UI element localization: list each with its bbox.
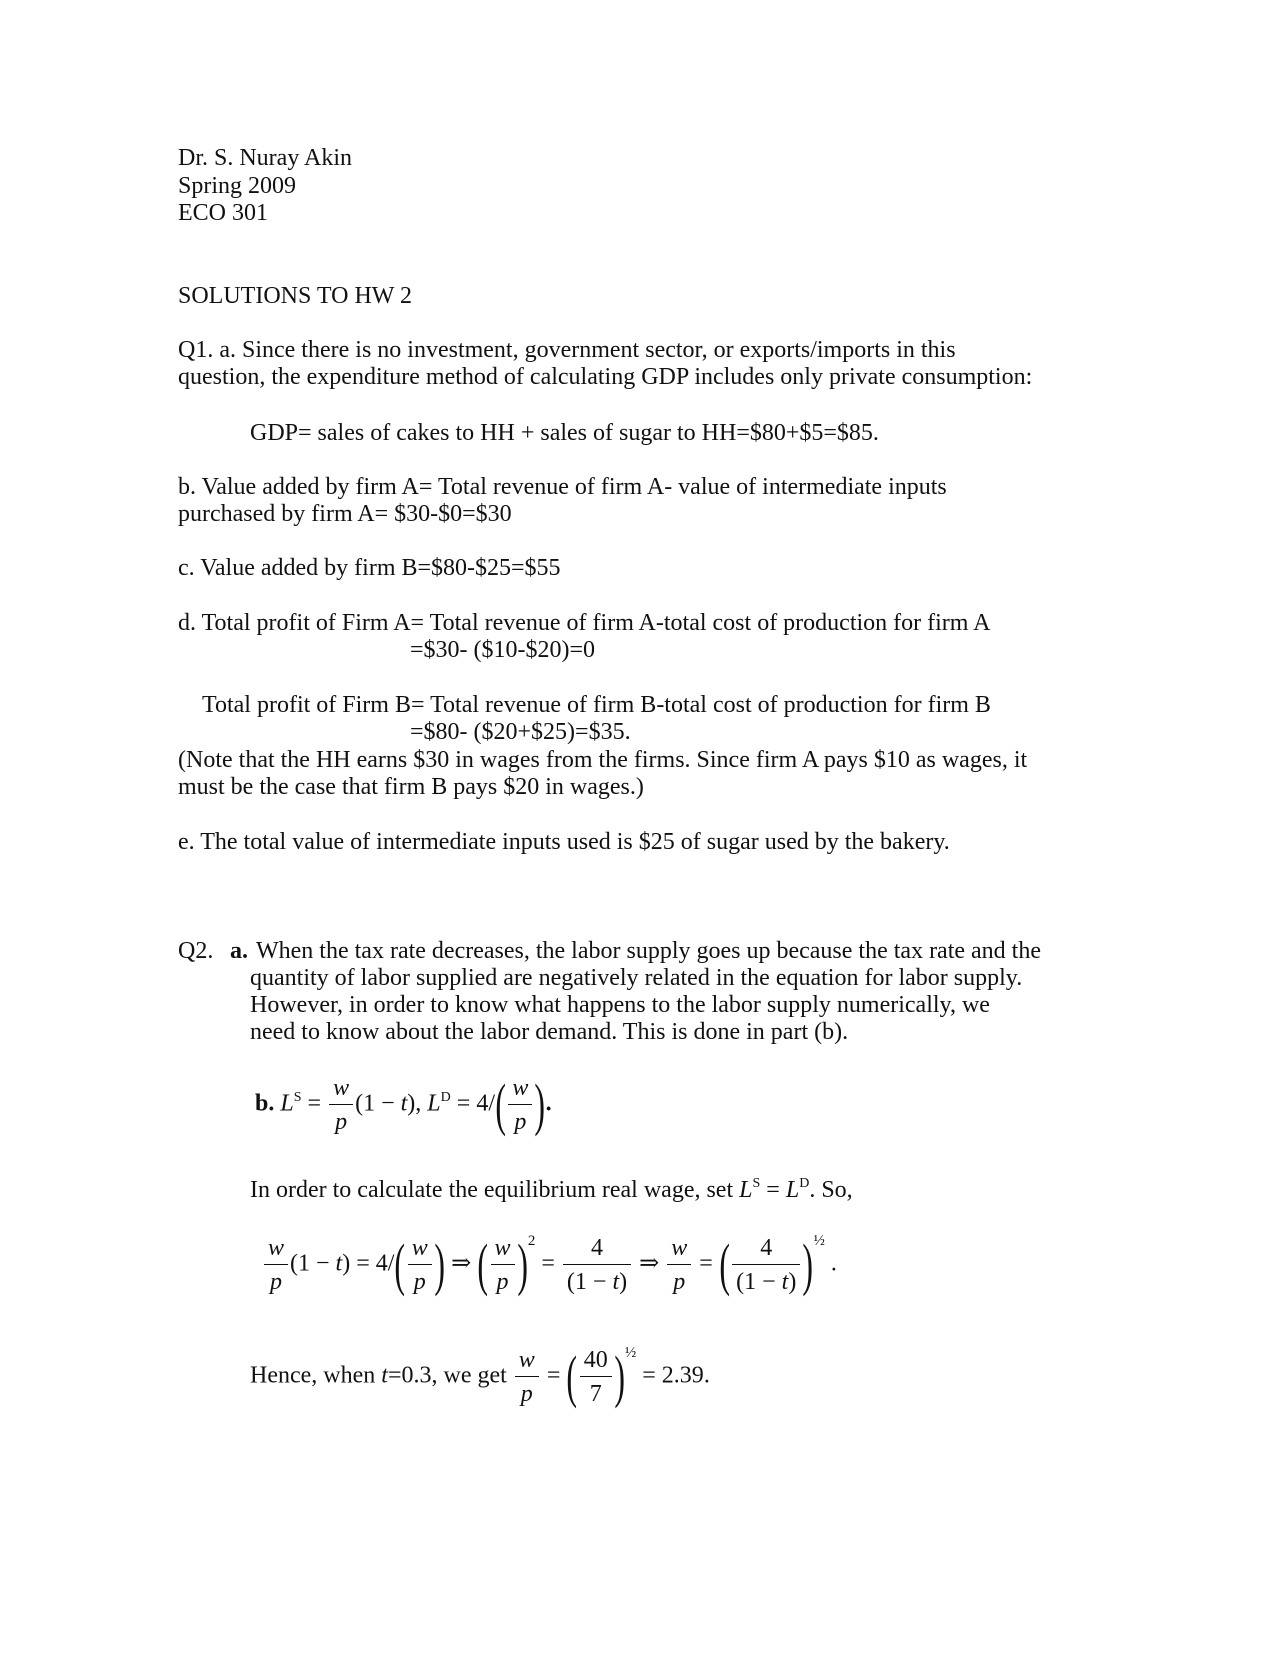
course-code: ECO 301 bbox=[178, 200, 268, 226]
real-wage-fraction: $\frac{w}{p}$ bbox=[329, 1076, 353, 1134]
exponent-half: ½ bbox=[625, 1344, 637, 1361]
hence-prefix: Hence, when bbox=[250, 1362, 376, 1389]
exponent-two: 2 bbox=[527, 1232, 536, 1249]
q1b-text-line-1: b. Value added by firm A= Total revenue of firm A- value of intermediate inputs bbox=[178, 474, 947, 500]
q1d-text-line-2: =$30- ($10-$20)=0 bbox=[410, 637, 596, 663]
q2a-text-line-1: When the tax rate decreases, the labor supply goes up because the tax rate and the bbox=[256, 938, 1042, 964]
derivation-equation: $\frac{w}{p}$ (1 − t) = 4/( $\frac{w}{p}$ ) ⇒ ( $\frac{w}{p}$ )$^2$ = $\frac{4}{(1 - t)}$ ⇒ $\frac{w}{p}$ = ( $\frac{4}{(1 - t)}$ )$^{\frac{1}{2}}$ . bbox=[262, 1236, 837, 1294]
t-variable: t bbox=[381, 1362, 388, 1389]
term: Spring 2009 bbox=[178, 173, 297, 199]
q1e-text: e. The total value of intermediate inputs used is $25 of sugar used by the bakery. bbox=[178, 829, 950, 855]
hence-value: =0.3, we get bbox=[387, 1362, 507, 1389]
q1b-text-line-2: purchased by firm A= $30-$0=$30 bbox=[178, 501, 512, 527]
q2a-text-line-4: need to know about the labor demand. This is done in part (b). bbox=[250, 1019, 849, 1045]
q1d-text-line-3: Total profit of Firm B= Total revenue of firm B-total cost of production for firm B bbox=[202, 692, 991, 718]
q1-note-line-1: (Note that the HH earns $30 in wages from the firms. Since firm A pays $10 as wages, it bbox=[178, 747, 1028, 773]
q1d-text-line-4: =$80- ($20+$25)=$35. bbox=[410, 719, 631, 745]
gdp-equation: GDP= sales of cakes to HH + sales of sugar to HH=$80+$5=$85. bbox=[250, 420, 879, 446]
q1a-text-line-1: Q1. a. Since there is no investment, government sector, or exports/imports in this bbox=[178, 337, 956, 363]
document-title: SOLUTIONS TO HW 2 bbox=[178, 283, 413, 309]
q2a-text-line-2: quantity of labor supplied are negatively related in the equation for labor supply. bbox=[250, 965, 1023, 991]
constant-four: 4 bbox=[375, 1250, 388, 1277]
constant-four: 4 bbox=[563, 1236, 631, 1265]
labor-equations: b. $L^S$ = $\frac{w}{p}$ (1 − t), $L^D = 4/$( $\frac{w}{p}$ ). bbox=[255, 1072, 552, 1137]
constant-four: 4 bbox=[732, 1236, 800, 1265]
q2-label: Q2. bbox=[178, 938, 214, 964]
q1a-text-line-2: question, the expenditure method of calculating GDP includes only private consumption: bbox=[178, 364, 1033, 390]
author-name: Dr. S. Nuray Akin bbox=[178, 145, 352, 171]
q1d-text-line-1: d. Total profit of Firm A= Total revenue of firm A-total cost of production for firm A bbox=[178, 610, 991, 636]
constant-four: 4 bbox=[476, 1090, 489, 1117]
q2a-text-line-3: However, in order to know what happens to the labor supply numerically, we bbox=[250, 992, 990, 1018]
equilibrium-line: In order to calculate the equilibrium real wage, set $L^S = L^D$. So, bbox=[250, 1176, 853, 1203]
fraction-denominator: 7 bbox=[589, 1381, 602, 1407]
exponent-half: ½ bbox=[813, 1232, 825, 1249]
fraction-numerator: 40 bbox=[580, 1348, 612, 1377]
q1c-text: c. Value added by firm B=$80-$25=$55 bbox=[178, 555, 561, 581]
result-value: = 2.39 bbox=[642, 1362, 704, 1389]
result-line: Hence, when t=0.3, we get $\frac{w}{p}$ = ( $\frac{40}{7}$ )$^{\frac{1}{2}}$ = 2.39. bbox=[250, 1344, 710, 1409]
q2b-label: b. bbox=[255, 1090, 275, 1117]
q1-note-line-2: must be the case that firm B pays $20 in wages.) bbox=[178, 774, 644, 800]
so-text: . So, bbox=[809, 1177, 853, 1203]
real-wage-fraction: $\frac{w}{p}$ bbox=[508, 1076, 532, 1134]
equilibrium-text: In order to calculate the equilibrium real wage, set bbox=[250, 1177, 734, 1203]
q2a-label: a. bbox=[230, 938, 248, 964]
